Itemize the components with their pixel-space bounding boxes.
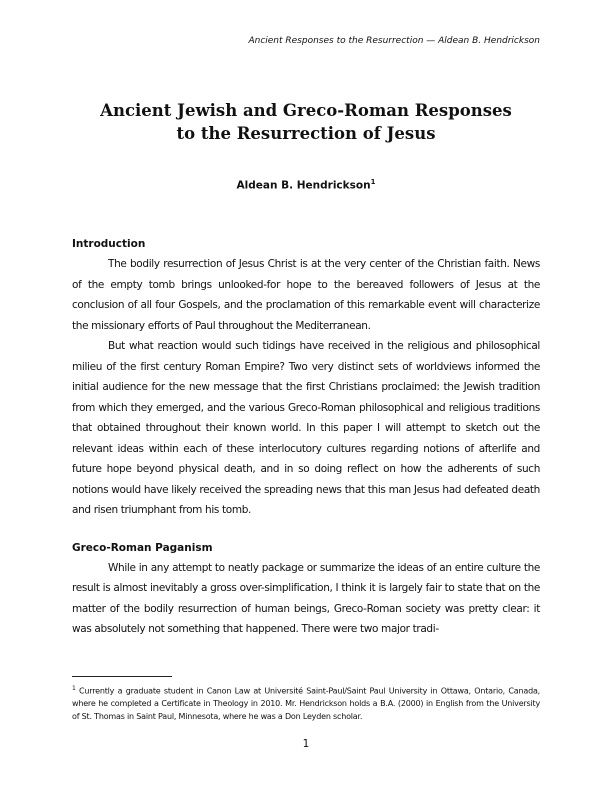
- footnote-rule: [72, 676, 172, 677]
- body-text: [72, 234, 540, 640]
- paragraph: While in any attempt to neatly package or summarize the ideas of an entire culture the result is almost inevitably a gross over-simplification, I think it is largely fair to state that on the matter of the bodily resurrection of human beings, Greco-Roman society was pretty clear: it was absolutely not something that happened. There were two major tradi-: [72, 561, 540, 635]
- footnote-mark: 1: [72, 685, 76, 692]
- author-footnote-mark[interactable]: 1: [370, 178, 376, 186]
- section-heading-introduction: Introduction: [72, 238, 146, 250]
- section-heading-greco-roman-paganism: Greco-Roman Paganism: [72, 541, 213, 554]
- paragraph: The bodily resurrection of Jesus Christ is at the very center of the Christian faith. News of the empty tomb brings unlooked-for hope to the bereaved followers of Jesus at the conclusion of all four Gospels, and the proclamation of this remarkable event will characterize the missionary efforts of Paul throughout the Mediterranean.: [72, 258, 540, 332]
- paragraph: But what reaction would such tidings have received in the religious and philosophical milieu of the first century Roman Empire? Two very distinct sets of worldviews informed the initial audience for the new message that the first Christians proclaimed: the Jewish tradition from which they emerged, and the various Greco-Roman philosophical and religious traditions that obtained throughout their known world. In this paper I will attempt to sketch out the relevant ideas within each of these interlocutory cultures regarding notions of afterlife and future hope beyond physical death, and in so doing reflect on how the adherents of such notions would have likely received the spreading news that this man Jesus had defeated death and risen triumphant from his tomb.: [72, 340, 540, 516]
- running-head: Ancient Responses to the Resurrection — Aldean B. Hendrickson: [248, 36, 540, 46]
- paper-title: [72, 99, 540, 145]
- title-line-1: Ancient Jewish and Greco-Roman Responses: [100, 101, 512, 120]
- author-byline: [72, 178, 540, 192]
- footnote: [72, 683, 540, 723]
- page-number: 1: [302, 738, 310, 750]
- author-name: Aldean B. Hendrickson: [236, 179, 371, 192]
- title-line-2: to the Resurrection of Jesus: [176, 124, 436, 143]
- footnote-text: Currently a graduate student in Canon Law at Université Saint-Paul/Saint Paul University in Ottawa, Ontario, Canada, where he completed a Certificate in Theology in 2010. Mr. Hendrickson holds a B.A. (2000) in English from the University of St. Thomas in Saint Paul, Minnesota, where he was a Don Leyden scholar.: [72, 686, 540, 721]
